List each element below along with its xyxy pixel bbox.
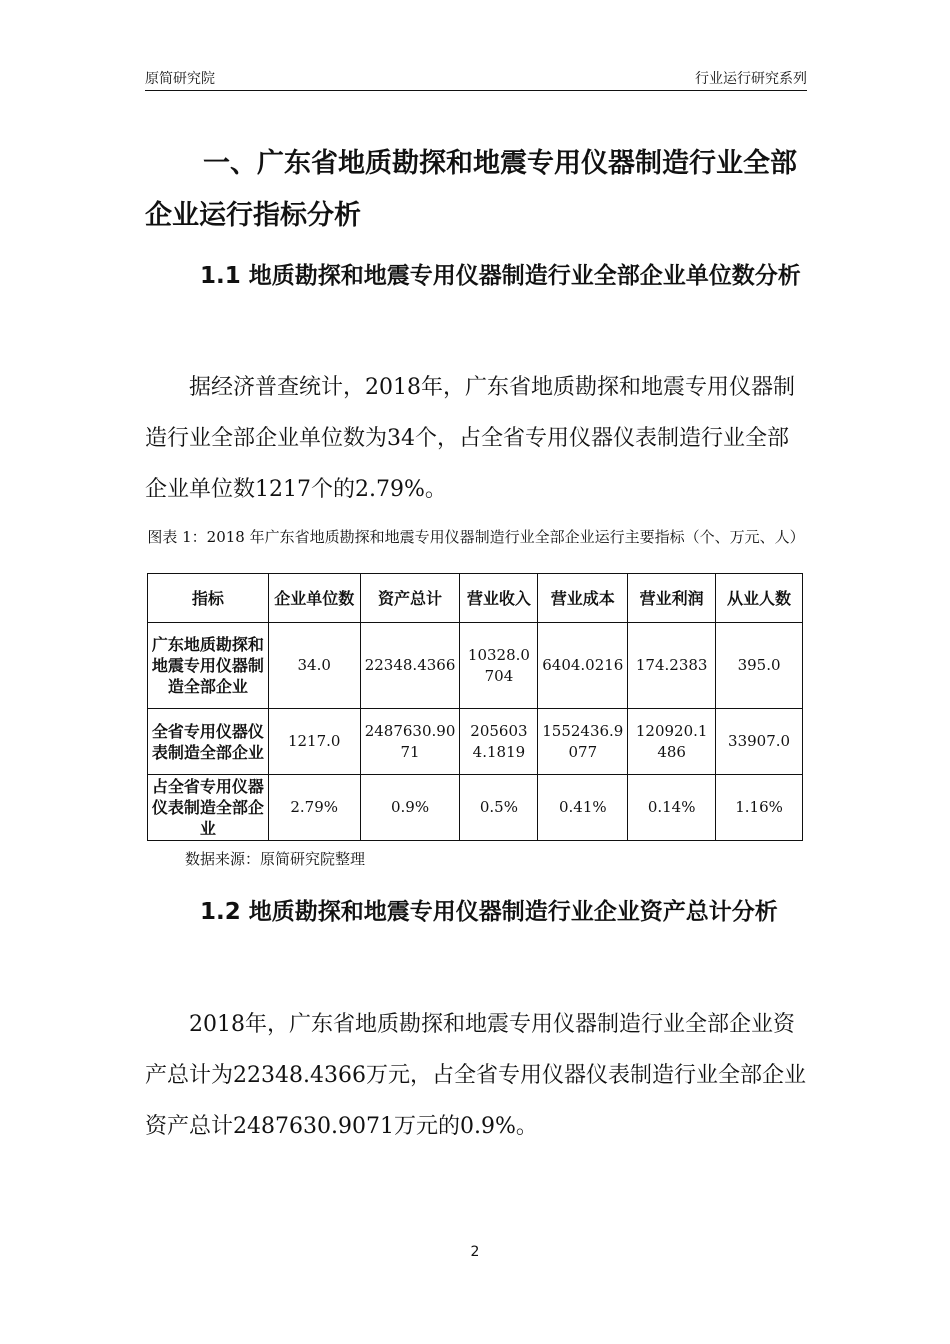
row-label: 占全省专用仪器仪表制造全部企业 xyxy=(148,775,269,841)
paragraph-unit-count: 据经济普查统计，2018年，广东省地质勘探和地震专用仪器制造行业全部企业单位数为34个，占全省专用仪器仪表制造行业全部企业单位数1217个的2.79%。 xyxy=(145,375,795,502)
table-cell: 1.16% xyxy=(716,775,803,841)
page-header xyxy=(145,62,807,91)
table-row xyxy=(148,709,803,775)
table-row xyxy=(148,775,803,841)
table-row xyxy=(148,623,803,709)
table-cell: 1552436.9077 xyxy=(538,709,628,775)
column-header: 资产总计 xyxy=(360,574,460,623)
table-header-row xyxy=(148,574,803,623)
paragraph-total-assets: 2018年，广东省地质勘探和地震专用仪器制造行业全部企业资产总计为22348.4366万元，占全省专用仪器仪表制造行业全部企业资产总计2487630.9071万元的0.9%。 xyxy=(145,1012,806,1139)
table-cell: 0.5% xyxy=(460,775,538,841)
table-source-note: 数据来源：原简研究院整理 xyxy=(185,850,366,868)
column-header: 指标 xyxy=(148,574,269,623)
table-cell: 22348.4366 xyxy=(360,623,460,709)
table-cell: 174.2383 xyxy=(628,623,716,709)
header-series-name: 行业运行研究系列 xyxy=(695,71,807,87)
table-cell: 33907.0 xyxy=(716,709,803,775)
row-label: 全省专用仪器仪表制造全部企业 xyxy=(148,709,269,775)
page-number: 2 xyxy=(470,1244,480,1260)
table-cell: 0.41% xyxy=(538,775,628,841)
table-cell: 2056034.1819 xyxy=(460,709,538,775)
table-cell: 0.14% xyxy=(628,775,716,841)
subsection-title-1-2: 1.2 地质勘探和地震专用仪器制造行业企业资产总计分析 xyxy=(200,899,778,925)
table-cell: 0.9% xyxy=(360,775,460,841)
table-cell: 120920.1486 xyxy=(628,709,716,775)
subsection-title-1-1: 1.1 地质勘探和地震专用仪器制造行业全部企业单位数分析 xyxy=(200,263,801,289)
column-header: 营业收入 xyxy=(460,574,538,623)
table-cell: 1217.0 xyxy=(268,709,360,775)
indicator-table xyxy=(147,573,803,841)
table-cell: 6404.0216 xyxy=(538,623,628,709)
column-header: 营业成本 xyxy=(538,574,628,623)
section-title: 一、广东省地质勘探和地震专用仪器制造行业全部企业运行指标分析 xyxy=(145,148,797,231)
table-cell: 2.79% xyxy=(268,775,360,841)
column-header: 营业利润 xyxy=(628,574,716,623)
column-header: 企业单位数 xyxy=(268,574,360,623)
column-header: 从业人数 xyxy=(716,574,803,623)
table-cell: 2487630.9071 xyxy=(360,709,460,775)
table-cell: 34.0 xyxy=(268,623,360,709)
row-label: 广东地质勘探和地震专用仪器制造全部企业 xyxy=(148,623,269,709)
table-caption: 图表 1：2018 年广东省地质勘探和地震专用仪器制造行业全部企业运行主要指标（个、万元、人） xyxy=(147,528,805,546)
header-org-name: 原简研究院 xyxy=(145,71,215,87)
table-cell: 10328.0704 xyxy=(460,623,538,709)
table-cell: 395.0 xyxy=(716,623,803,709)
